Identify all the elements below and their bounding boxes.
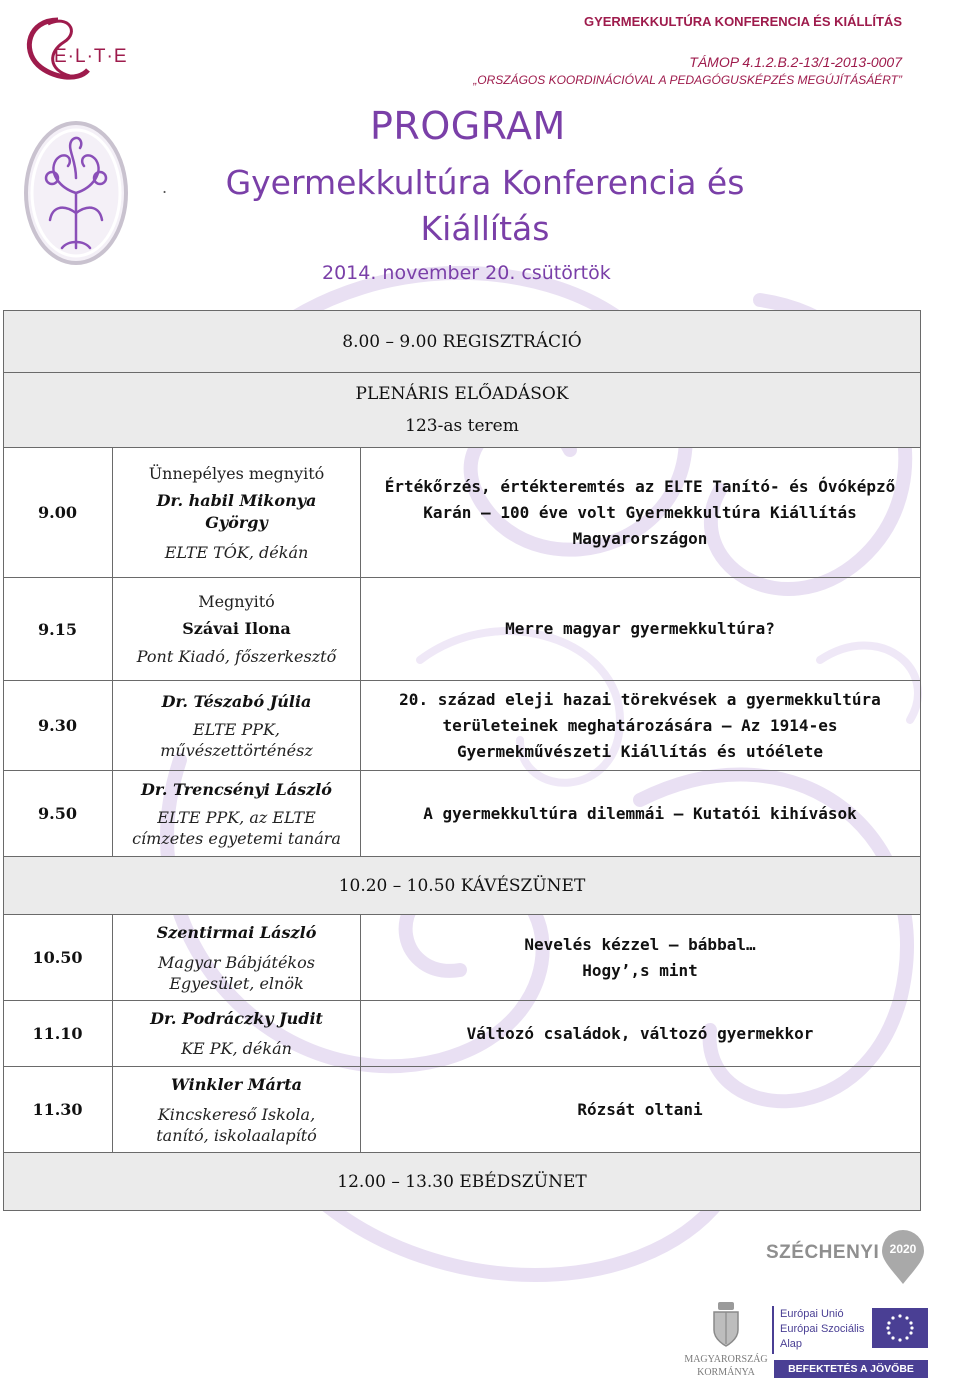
speaker-name: Winkler Márta bbox=[170, 1074, 302, 1094]
speaker-affiliation: KE PK, dékán bbox=[181, 1039, 292, 1058]
speaker-name: Dr. Podráczky Judit bbox=[150, 1009, 323, 1028]
speaker-affiliation: ELTE PPK, művészettörténész bbox=[160, 719, 313, 760]
program-title: PROGRAM bbox=[370, 104, 566, 148]
speaker-name: Dr. habil Mikonya György bbox=[156, 490, 317, 532]
gov-line1: MAGYARORSZÁG bbox=[684, 1354, 768, 1365]
elte-logo-text: E·L·T·E bbox=[54, 46, 128, 67]
speaker-name: Szávai Ilona bbox=[182, 619, 291, 638]
header-title: GYERMEKKULTÚRA KONFERENCIA ÉS KIÁLLÍTÁS bbox=[583, 14, 902, 29]
project-subtitle: „ORSZÁGOS KOORDINÁCIÓVAL A PEDAGÓGUSKÉPZÉS MEGÚJÍTÁSÁÉRT” bbox=[473, 73, 902, 87]
session-speaker bbox=[113, 578, 360, 680]
plenary-heading: PLENÁRIS ELŐADÁSOK bbox=[355, 384, 569, 404]
speaker-name: Szentirmai László bbox=[156, 922, 317, 942]
session-time: 9.50 bbox=[38, 804, 77, 823]
session-talk: Változó családok, változó gyermekkor bbox=[466, 1023, 814, 1043]
speaker-affiliation: ELTE PPK, az ELTE címzetes egyetemi tanára bbox=[132, 807, 341, 848]
session-speaker bbox=[113, 1001, 360, 1066]
session-time: 10.50 bbox=[32, 948, 83, 967]
conference-title: Gyermekkultúra Konferencia és Kiállítás bbox=[225, 163, 745, 248]
coffee-break-row: 10.20 – 10.50 KÁVÉSZÜNET bbox=[338, 875, 586, 896]
session-talk: 20. század eleji hazai törekvések a gyermekkultúra területeinek meghatározására – Az 1914-es Gyermekművészeti Kiállítás és utóélete bbox=[399, 689, 881, 761]
session-time: 9.00 bbox=[38, 503, 77, 522]
session-talk: Rózsát oltani bbox=[577, 1099, 703, 1119]
session-time: 9.30 bbox=[38, 716, 77, 735]
lunch-break-row: 12.00 – 13.30 EBÉDSZÜNET bbox=[337, 1171, 587, 1192]
szechenyi-text: SZÉCHENYI bbox=[766, 1242, 880, 1263]
stray-dot: . bbox=[162, 178, 168, 197]
speaker-role: Megnyitó bbox=[198, 592, 275, 611]
session-speaker bbox=[113, 681, 360, 770]
gov-line2: KORMÁNYA bbox=[697, 1367, 755, 1378]
session-speaker bbox=[113, 771, 360, 856]
coat-of-arms-icon bbox=[710, 1300, 742, 1348]
eu-social-fund-logo bbox=[772, 1306, 930, 1380]
location-pin-icon bbox=[880, 1230, 926, 1286]
eu-line3: Alap bbox=[780, 1338, 803, 1350]
speaker-affiliation: ELTE TÓK, dékán bbox=[164, 542, 309, 562]
eu-banner: BEFEKTETÉS A JÖVŐBE bbox=[774, 1360, 928, 1378]
speaker-affiliation: Magyar Bábjátékos Egyesület, elnök bbox=[158, 952, 315, 993]
session-talk: Értékőrzés, értékteremtés az ELTE Tanító- és Óvóképző Karán – 100 éve volt Gyermekkultúra Kiállítás Magyarországon bbox=[384, 476, 896, 548]
session-talk: Merre magyar gyermekkultúra? bbox=[505, 619, 775, 638]
session-speaker bbox=[113, 1067, 360, 1152]
speaker-affiliation: Pont Kiadó, főszerkesztő bbox=[136, 647, 337, 666]
session-speaker bbox=[113, 915, 360, 1000]
session-time: 9.15 bbox=[38, 619, 77, 639]
speaker-role: Ünnepélyes megnyitó bbox=[148, 463, 325, 483]
eu-line1: Európai Unió bbox=[780, 1308, 844, 1320]
eu-flag-icon bbox=[872, 1308, 928, 1348]
session-talk: Nevelés kézzel – bábbal… Hogy’,s mint bbox=[524, 934, 756, 980]
eu-line2: Európai Szociális bbox=[780, 1323, 865, 1335]
room-label: 123-as terem bbox=[405, 416, 519, 436]
speaker-name: Dr. Trencsényi László bbox=[141, 779, 332, 799]
session-time: 11.10 bbox=[32, 1024, 83, 1043]
registration-row: 8.00 – 9.00 REGISZTRÁCIÓ bbox=[342, 331, 582, 352]
szechenyi-2020-logo bbox=[766, 1228, 926, 1286]
event-date: 2014. november 20. csütörtök bbox=[322, 262, 611, 284]
session-time: 11.30 bbox=[32, 1100, 83, 1119]
session-speaker bbox=[113, 448, 360, 577]
szechenyi-year: 2020 bbox=[889, 1242, 917, 1256]
speaker-affiliation: Kincskereső Iskola, tanító, iskolaalapító bbox=[156, 1104, 317, 1145]
hungarian-government-logo bbox=[684, 1300, 768, 1382]
session-talk: A gyermekkultúra dilemmái – Kutatói kihívások bbox=[423, 803, 857, 823]
project-code: TÁMOP 4.1.2.B.2-13/1-2013-0007 bbox=[689, 54, 902, 70]
speaker-name: Dr. Tészabó Júlia bbox=[161, 691, 312, 711]
